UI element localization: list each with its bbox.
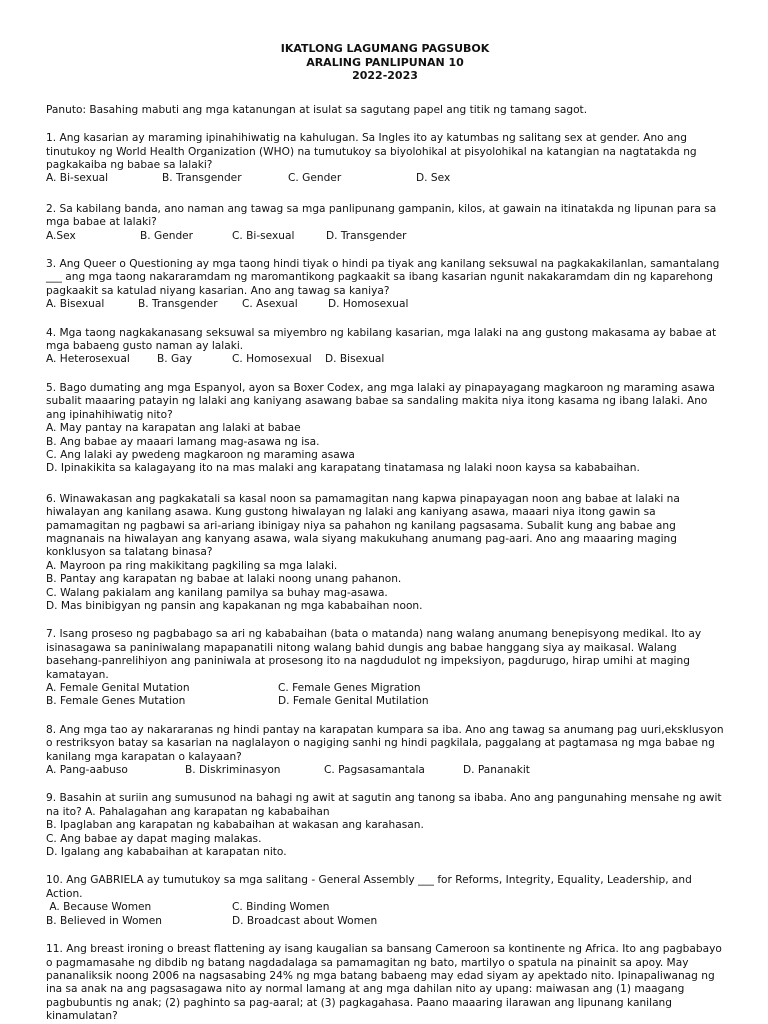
question-3 (46, 258, 724, 312)
choice-d: D. Homosexual (328, 298, 409, 311)
choice-c: C. Binding Women (232, 901, 330, 914)
question-text: 1. Ang kasarian ay maraming ipinahihiwatig na kahulugan. Sa Ingles ito ay katumbas ng salitang sex at gender. Ano ang tinutukoy ng World Health Organization (WHO) na tumutukoy sa biyolohikal at pisyolohikal na katangian na nagtatakda ng pagkakaiba ng babae sa lalaki? (46, 132, 697, 171)
subject-title: ARALING PANLIPUNAN 10 (306, 55, 464, 69)
choice-c: C. Asexual (242, 298, 298, 311)
question-11 (46, 943, 724, 1023)
choice-b: B. Ipaglaban ang karapatan ng kababaihan at wakasan ang karahasan. (46, 819, 424, 832)
choice-b: B. Gay (157, 353, 192, 366)
choice-b: B. Ang babae ay maaari lamang mag-asawa ng isa. (46, 435, 320, 448)
choice-b: B. Transgender (138, 298, 218, 311)
exam-page (46, 42, 724, 1024)
question-text: 3. Ang Queer o Questioning ay mga taong hindi tiyak o hindi pa tiyak ang kanilang seksuwal na pagkakakilanlan, samantalang ___ ang mga taong nakararamdam ng maromantikong pagkaakit sa ibang kasarian ngunit nakakaramdam din ng kaparehong pagkaakit sa katulad niyang kasarian. Ano ang tawag sa kaniya? (46, 258, 720, 297)
choices-row (46, 172, 724, 185)
choice-b: B. Pantay ang karapatan ng babae at lalaki noong unang pahanon. (46, 573, 402, 586)
exam-header (46, 42, 724, 83)
choice-c: C. Ang lalaki ay pwedeng magkaroon ng maraming asawa (46, 448, 355, 461)
choice-b: B. Gender (140, 229, 194, 242)
question-1 (46, 132, 724, 186)
choice-b: B. Diskriminasyon (185, 764, 281, 777)
exam-title: IKATLONG LAGUMANG PAGSUBOK (280, 42, 490, 55)
choice-d: D. Igalang ang kababaihan at karapatan nito. (46, 846, 287, 859)
choice-d: D. Ipinakikita sa kalagayang ito na mas malaki ang karapatang tinatamasa ng lalaki noon kaysa sa kababaihan. (46, 462, 640, 475)
question-7 (46, 628, 724, 708)
question-9 (46, 792, 724, 859)
choice-c: C. Walang pakialam ang kanilang pamilya sa buhay mag-asawa. (46, 586, 388, 599)
question-text: 8. Ang mga tao ay nakararanas ng hindi pantay na karapatan kumpara sa iba. Ano ang tawag sa anumang pag uuri,eksklusyon o restriksyon batay sa kasarian na naglalayon o nagiging sanhi ng hindi pagkilala, paggalang at pagtamasa ng mga babae ng kanilang mga karapatan o kalayaan? (46, 723, 724, 763)
choice-c: C. Homosexual (232, 353, 312, 366)
choice-d: D. Bisexual (325, 353, 385, 366)
choice-b: B. Believed in Women (46, 914, 162, 927)
question-text: 6. Winawakasan ang pagkakatali sa kasal noon sa pamamagitan nang kapwa pinapayagan noon ang babae at lalaki na hiwalayan ang kanilang asawa. Kung gustong hiwalayan ng lalaki ang kaniyang asawa, maaari niya itong gawin sa pamamagitan ng pagbawi sa ari-ariang ibinigay niya sa pahahon ng kanilang pagsasama. Subalit kung ang babae ang magnanais na hiwalayan ang kanyang asawa, wala siyang makukuhang anumang pag-aari. Ano ang maaaring maging konklusyon sa talatang binasa? (46, 492, 680, 559)
question-8 (46, 724, 724, 778)
choice-c: C. Gender (288, 172, 342, 185)
question-text: 4. Mga taong nagkakanasang seksuwal sa miyembro ng kabilang kasarian, mga lalaki na ang gustong makasama ay babae at mga babaeng gusto naman ay lalaki. (46, 326, 717, 353)
choice-c: C. Ang babae ay dapat maging malakas. (46, 832, 262, 845)
question-text: 9. Basahin at suriin ang sumusunod na bahagi ng awit at sagutin ang tanong sa ibaba. Ano ang pangunahing mensahe ng awit na ito? A. Pahalagahan ang karapatan ng kababaihan (46, 792, 722, 818)
question-text: 11. Ang breast ironing o breast flattening ay isang kaugalian sa bansang Cameroon sa kontinente ng Africa. Ito ang pagbabayo o pagmamasahe ng dibdib ng batang nagdadalaga sa pamamagitan ng bato, martilyo o spatula na pinainit sa apoy. May pananaliksik noong 2006 na nagsasabing 24% ng mga batang babaeng may edad siyam ay apektado nito. Ipinapaliwanag ng ina sa anak na ang pagsasagawa nito ay normal lamang at ang mga dahilan nito ay upang: maiwasan ang (1) maagang pagbubuntis ng anak; (2) paghinto sa pag-aaral; at (3) pagkagahasa. Paano maaaring ilarawan ang lipunang kanilang kinamulatan? (46, 943, 722, 1023)
choice-c: C. Bi-sexual (232, 229, 295, 242)
choice-a: A. Bisexual (46, 298, 105, 311)
question-10 (46, 874, 724, 928)
choice-a: A. Bi-sexual (46, 172, 109, 185)
question-6 (46, 493, 724, 614)
choice-a: A. Female Genital Mutation (46, 682, 190, 694)
choices-grid (46, 901, 724, 928)
question-4 (46, 327, 724, 367)
school-year: 2022-2023 (352, 69, 418, 83)
question-2 (46, 203, 724, 243)
question-text: 5. Bago dumating ang mga Espanyol, ayon sa Boxer Codex, ang mga lalaki ay pinapayagang magkaroon ng maraming asawa subalit maaaring patayin ng lalaki ang kaniyang asawang babae sa sandaling makita niya itong kasama ng ibang lalaki. Ano ang ipinahihiwatig nito? (46, 381, 715, 421)
choices-list (46, 560, 724, 614)
choice-d: D. Broadcast about Women (232, 914, 378, 927)
choices-list (46, 422, 724, 476)
choice-a: A. Heterosexual (46, 353, 130, 366)
question-text: 10. Ang GABRIELA ay tumutukoy sa mga salitang - General Assembly ___ for Reforms, Integrity, Equality, Leadership, and Action. (46, 874, 692, 900)
question-5 (46, 382, 724, 476)
choices-row (46, 230, 724, 243)
choice-a: A.Sex (46, 229, 76, 242)
choices-row (46, 764, 724, 777)
choice-b: B. Female Genes Mutation (46, 695, 186, 708)
choice-d: D. Pananakit (463, 764, 530, 777)
choice-c: C. Female Genes Migration (278, 682, 421, 694)
choice-d: D. Mas binibigyan ng pansin ang kapakanan ng mga kababaihan noon. (46, 599, 423, 612)
choice-d: D. Female Genital Mutilation (278, 695, 429, 708)
choice-c: C. Pagsasamantala (324, 764, 425, 777)
question-text: 7. Isang proseso ng pagbabago sa ari ng kababaihan (bata o matanda) nang walang anumang benepisyong medikal. Ito ay isinasagawa sa paniniwalang mapapanatili nitong walang bahid dungis ang babae hanggang siya ay maikasal. Walang basehang-panrelihiyon ang paniniwala at prosesong ito na nagdudulot ng impeksiyon, pagdurugo, hirap umihi at maging kamatayan. (46, 628, 702, 681)
choices-row (46, 353, 724, 366)
choice-a: A. Mayroon pa ring makikitang pagkiling sa mga lalaki. (46, 559, 338, 572)
choice-d: D. Sex (416, 172, 451, 185)
choices-list (46, 819, 724, 859)
choice-a: A. Pang-aabuso (46, 764, 128, 777)
choice-a: A. Because Women (46, 901, 152, 914)
choice-b: B. Transgender (162, 172, 242, 185)
choice-a: A. May pantay na karapatan ang lalaki at babae (46, 422, 301, 435)
choices-grid (46, 682, 724, 709)
choices-row (46, 298, 724, 311)
question-text: 2. Sa kabilang banda, ano naman ang tawag sa mga panlipunang gampanin, kilos, at gawain na itinatakda ng lipunan para sa mga babae at lalaki? (46, 202, 717, 229)
instructions: Panuto: Basahing mabuti ang mga katanungan at isulat sa sagutang papel ang titik ng tamang sagot. (46, 103, 588, 116)
choice-d: D. Transgender (326, 229, 407, 242)
